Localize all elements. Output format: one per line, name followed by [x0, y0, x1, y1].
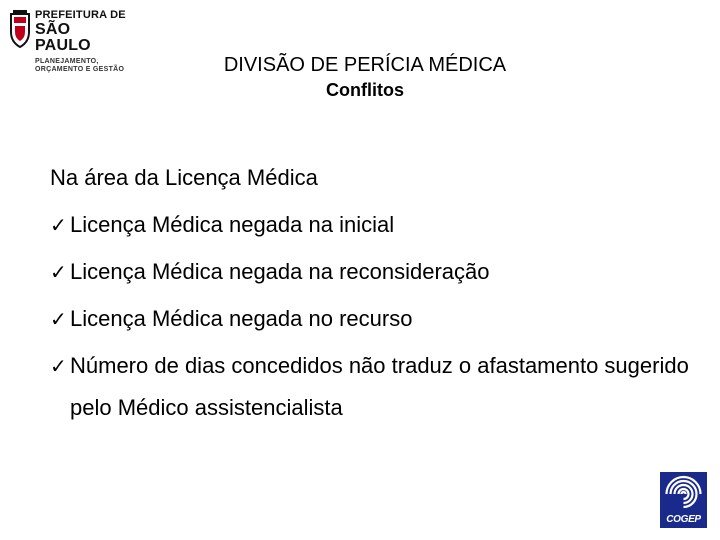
- list-item: [50, 305, 700, 333]
- list-item-text: Licença Médica negada no recurso: [70, 306, 413, 331]
- check-icon: ✓: [50, 307, 67, 331]
- check-icon: ✓: [50, 260, 67, 284]
- list-item: [50, 258, 700, 286]
- spiral-logo-icon: [660, 472, 707, 516]
- logo-line-3: PLANEJAMENTO,: [35, 58, 99, 65]
- check-icon: ✓: [50, 354, 67, 378]
- list-item: [50, 211, 700, 239]
- header: [0, 52, 720, 102]
- cogep-logo: [660, 472, 707, 528]
- list-item-text: Número de dias concedidos não traduz o afastamento sugerido pelo Médico assistencialista: [70, 353, 689, 420]
- check-icon: ✓: [50, 213, 67, 237]
- city-crest-icon: [8, 10, 32, 50]
- page-subtitle: Conflitos: [326, 80, 404, 100]
- list-item: [50, 352, 700, 429]
- list-item-text: Licença Médica negada na reconsideração: [70, 259, 490, 284]
- logo-line-4: ORÇAMENTO E GESTÃO: [35, 66, 125, 73]
- page-title: DIVISÃO DE PERÍCIA MÉDICA: [223, 54, 507, 76]
- logo-line-2: SÃO PAULO: [35, 21, 91, 54]
- list-item-text: Licença Médica negada na inicial: [70, 212, 395, 237]
- cogep-logo-text: COGEP: [666, 514, 701, 525]
- intro-text: Na área da Licença Médica: [50, 165, 318, 190]
- slide-content: [50, 164, 700, 448]
- logo-line-1: PREFEITURA DE: [35, 9, 126, 21]
